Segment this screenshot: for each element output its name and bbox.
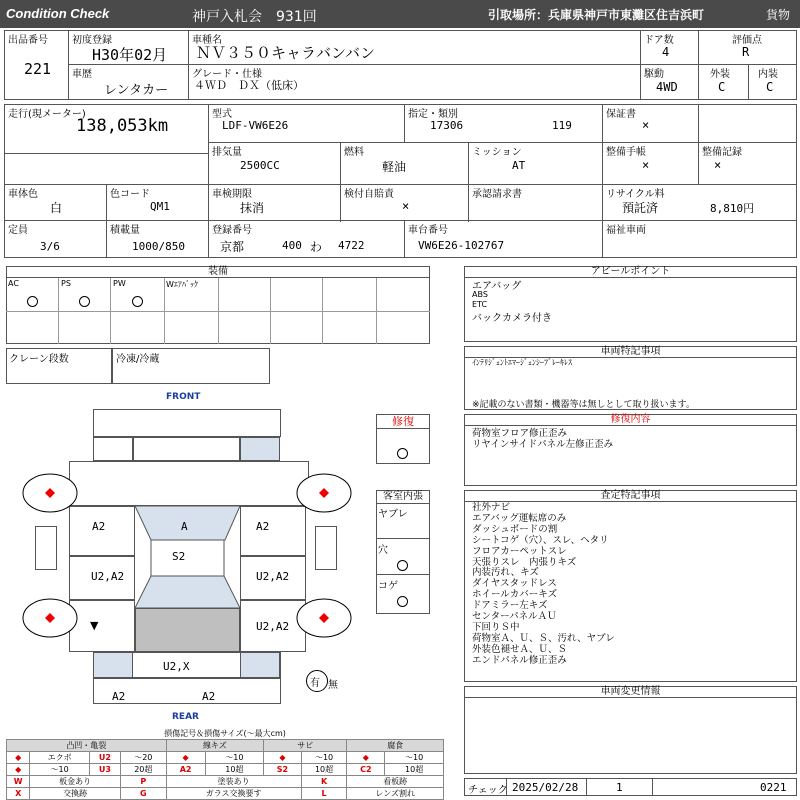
interior-value: C — [766, 80, 774, 94]
inspect-line: ドアミラー左キズ — [472, 600, 548, 612]
legend-cell: U3 — [89, 764, 120, 776]
exterior-label: 外装 — [710, 69, 730, 80]
appeal-line-4: バックカメラ付き — [472, 313, 552, 324]
change-info-panel — [464, 686, 797, 774]
recycle-status: 預託済 — [622, 201, 659, 215]
mirror-icon: ▼ — [90, 619, 99, 632]
freezer-label: 冷凍/冷蔵 — [116, 354, 160, 365]
cabin-hole-mark — [397, 556, 408, 575]
repair-line-2: リヤインサイドパネル左修正歪み — [472, 439, 614, 450]
condition-check-title: Condition Check — [6, 6, 110, 21]
check-number: 1 — [616, 781, 623, 794]
welfare-label: 福祉車両 — [606, 225, 646, 236]
cabin-tear-label: ヤブレ — [378, 509, 408, 520]
manual-label: 整備手帳 — [606, 147, 646, 158]
first-reg-label: 初度登録 — [72, 35, 112, 46]
self-insurance-value: × — [402, 199, 410, 213]
grade-value: ４ＷＤ ＤＸ（低床） — [194, 79, 304, 92]
legend-cell: 〜10 — [301, 752, 347, 764]
rear-label: REAR — [172, 712, 199, 722]
inspection-notes-list — [472, 503, 615, 667]
inspect-line: センターパネルＡＵ — [472, 611, 557, 623]
repair-line-1: 荷物室フロア修正歪み — [472, 428, 568, 439]
vehicle-notes-title: 車両特記事項 — [465, 347, 796, 358]
header-bar — [0, 0, 800, 28]
doors-value: 4 — [662, 45, 670, 59]
wheel-left-rear-icon — [22, 598, 78, 638]
inspect-line: 下回りＳ中 — [472, 621, 520, 633]
equip-ps-mark — [79, 292, 90, 311]
repair-content-title: 修復内容 — [465, 415, 796, 426]
legend-cell: 10超 — [385, 764, 444, 776]
front-label: FRONT — [166, 392, 201, 402]
record-value: × — [714, 158, 722, 172]
legend-cell: 10超 — [301, 764, 347, 776]
legend-cell: 〜10 — [385, 752, 444, 764]
equip-pw-mark — [132, 292, 143, 311]
equip-ac-label: AC — [8, 279, 19, 288]
color-label: 車体色 — [8, 189, 38, 200]
mark-center-mid: S2 — [172, 550, 186, 563]
equip-airbag-label: Wｴｱﾊﾞｯｸ — [166, 280, 198, 289]
plate-area: 京都 — [220, 240, 245, 254]
pickup-location: 引取場所：兵庫県神戸市東灘区住吉浜町 — [488, 8, 705, 22]
legend-code-desc: レンズ割れ — [347, 788, 444, 800]
plate-class: 400 — [282, 239, 302, 252]
mark-left-mid: U2,A2 — [91, 570, 125, 583]
auction-title: 神戸入札会 931回 — [192, 9, 317, 25]
displacement-label: 排気量 — [212, 147, 242, 158]
displacement-value: 2500CC — [240, 159, 280, 172]
check-label: チェック — [468, 785, 508, 796]
legend-code: X — [7, 788, 30, 800]
damage-legend: 損傷記号＆損傷サイズ(〜最大cm) 凸凹・亀裂 線キズ サビ 腐食 ◆ エクボ U2 〜20 ◆ 〜10 ◆ 〜10 ◆ 〜10 ◆ 〜10 U3 20超 A2 10超 S2 10超 C2 10超 W 板金あり P 塗装あり K 看板跡 X 交換跡 G ガラス交換要す L レンズ割れ — [6, 729, 444, 800]
lot-number: 221 — [24, 60, 52, 78]
legend-col-dent: 凸凹・亀裂 — [7, 740, 167, 752]
capacity-value: 3/6 — [40, 240, 60, 253]
history-label: 車歴 — [72, 69, 92, 80]
wheel-right-front-icon — [296, 473, 352, 513]
interior-label: 内装 — [758, 69, 778, 80]
equipment-title: 装備 — [7, 267, 429, 278]
legend-cell: エクボ — [30, 752, 90, 764]
color-code-label: 色コード — [110, 189, 150, 200]
check-code: 0221 — [760, 781, 787, 794]
cabin-interior-label: 客室内張 — [377, 491, 429, 504]
change-info-title: 車両変更情報 — [465, 687, 796, 698]
load-label: 積載量 — [110, 225, 140, 236]
record-label: 整備記録 — [702, 147, 742, 158]
equip-pw-label: PW — [113, 279, 126, 288]
score-label: 評価点 — [732, 35, 762, 46]
doors-label: ドア数 — [644, 35, 674, 46]
inspect-line: シートコゲ（穴）、スレ、ヘタリ — [472, 534, 609, 546]
legend-cell: 10超 — [205, 764, 264, 776]
plate-label: 登録番号 — [212, 225, 252, 236]
lot-label: 出品番号 — [8, 35, 48, 46]
legend-code: G — [120, 788, 166, 800]
model-value: ＮＶ３５０キャラバンバン — [196, 44, 375, 62]
equip-ps-label: PS — [61, 279, 71, 288]
history-value: レンタカー — [104, 83, 169, 98]
approval-label: 承認請求書 — [472, 189, 522, 200]
legend-code-desc: 板金あり — [30, 776, 121, 788]
fuel-label: 燃料 — [344, 147, 364, 158]
vehicle-notes-line-2: ※記載のない書類・機器等は無しとして取り扱います。 — [472, 400, 695, 410]
legend-code-desc: 看板跡 — [347, 776, 444, 788]
inspection-label: 車検期限 — [212, 189, 252, 200]
score-value: R — [742, 45, 750, 59]
mission-label: ミッション — [472, 147, 522, 158]
mark-rear-center: U2,X — [163, 660, 190, 673]
repair-mark-label: 修復 — [377, 415, 429, 429]
inspect-line: エアバッグ運転席のみ — [472, 512, 567, 524]
type-value: LDF-VW6E26 — [222, 119, 289, 132]
appeal-line-2: ABS — [472, 290, 488, 299]
appeal-line-1: エアバッグ — [472, 281, 522, 292]
mileage-value: 138,053km — [76, 116, 169, 136]
inspect-line: 外装色褪せＡ、Ｕ、Ｓ — [472, 643, 568, 655]
color-code-value: QM1 — [150, 200, 170, 213]
cabin-hole-label: 穴 — [378, 545, 388, 556]
category-number: 119 — [552, 119, 572, 132]
designation-value: 17306 — [430, 119, 464, 132]
vehicle-category: 貨物 — [766, 8, 791, 22]
mark-left-front: A2 — [92, 520, 106, 533]
legend-code: W — [7, 776, 30, 788]
mark-rear-right: A2 — [202, 690, 216, 703]
legend-code-desc: 塗装あり — [166, 776, 301, 788]
plate-kana: わ — [310, 240, 323, 254]
recycle-label: リサイクル料 — [606, 189, 665, 200]
legend-code-desc: 交換跡 — [30, 788, 121, 800]
mark-center-front: A — [181, 520, 188, 533]
spare-present: 有 — [310, 678, 320, 689]
legend-title: 損傷記号＆損傷サイズ(〜最大cm) — [164, 729, 286, 738]
inspect-line: フロアカーペットスレ — [472, 545, 567, 557]
legend-cell: 20超 — [120, 764, 166, 776]
inspect-line: 天張りスレ 内張りキズ — [472, 556, 577, 568]
mark-right-front: A2 — [256, 520, 270, 533]
inspect-line: エンドパネル修正歪み — [472, 654, 567, 666]
chassis-value: VW6E26-102767 — [418, 239, 505, 252]
inspect-line: 社外ナビ — [472, 502, 511, 513]
legend-code: L — [301, 788, 347, 800]
grade-label: グレード・仕様 — [192, 69, 262, 80]
cabin-burn-label: コゲ — [378, 581, 398, 592]
crane-label: クレーン段数 — [9, 354, 69, 365]
legend-code: P — [120, 776, 166, 788]
wheel-right-rear-icon — [296, 598, 352, 638]
warranty-value: × — [642, 118, 650, 132]
spare-none: 無 — [328, 680, 338, 691]
warranty-label: 保証書 — [606, 109, 636, 120]
chassis-label: 車台番号 — [408, 225, 448, 236]
mark-rear-left: A2 — [112, 690, 126, 703]
legend-cell: 〜10 — [205, 752, 264, 764]
legend-cell: C2 — [347, 764, 385, 776]
legend-cell: S2 — [264, 764, 302, 776]
drive-value: 4WD — [656, 80, 678, 94]
vehicle-notes-line-1: ｲﾝﾃﾘｼﾞｪﾝﾄｴﾏｰｼﾞｪﾝｼｰﾌﾞﾚｰｷﾚｽ — [472, 358, 572, 367]
appeal-line-3: ETC — [472, 300, 488, 309]
inspect-line: 内装汚れ、キズ — [472, 567, 539, 579]
model-label: 車種名 — [192, 35, 222, 46]
color-value: 白 — [50, 201, 63, 215]
drive-label: 駆動 — [644, 69, 664, 80]
mark-right-mid: U2,A2 — [256, 570, 290, 583]
manual-value: × — [642, 158, 650, 172]
cabin-burn-mark — [397, 592, 408, 611]
first-reg-value: H30年02月 — [92, 46, 168, 64]
type-label: 型式 — [212, 109, 232, 120]
check-date: 2025/02/28 — [512, 781, 579, 794]
legend-code: K — [301, 776, 347, 788]
inspection-value: 抹消 — [240, 201, 265, 215]
self-insurance-label: 検付自賠責 — [344, 189, 394, 200]
inspect-line: 荷物室Ａ、Ｕ、Ｓ、汚れ、ヤブレ — [472, 632, 615, 644]
legend-col-corrosion: 腐食 — [347, 740, 444, 752]
inspect-line: ダッシュボードの割 — [472, 523, 558, 535]
appeal-title: アピールポイント — [465, 267, 796, 278]
capacity-label: 定員 — [8, 225, 28, 236]
designation-label: 指定・類別 — [408, 109, 458, 120]
repair-mark-value — [397, 444, 408, 463]
inspection-notes-title: 査定特記事項 — [465, 491, 796, 502]
load-value: 1000/850 — [132, 240, 185, 253]
mileage-label: 走行(現メーター) — [8, 109, 86, 120]
legend-cell: 〜20 — [120, 752, 166, 764]
legend-col-scratch: 線キズ — [166, 740, 263, 752]
equip-ac-mark — [27, 292, 38, 311]
legend-cell: 〜10 — [30, 764, 90, 776]
legend-code-desc: ガラス交換要す — [166, 788, 301, 800]
plate-number: 4722 — [338, 239, 365, 252]
legend-cell: A2 — [166, 764, 205, 776]
legend-cell: U2 — [89, 752, 120, 764]
inspect-line: ダイヤスタッドレス — [472, 578, 557, 590]
mission-value: AT — [512, 159, 526, 172]
wheel-left-front-icon — [22, 473, 78, 513]
inspect-line: ホイールカバーキズ — [472, 589, 558, 601]
legend-col-rust: サビ — [264, 740, 347, 752]
exterior-value: C — [718, 80, 726, 94]
recycle-fee: 8,810円 — [710, 202, 755, 215]
mark-right-rear: U2,A2 — [256, 620, 290, 633]
fuel-value: 軽油 — [382, 160, 407, 174]
